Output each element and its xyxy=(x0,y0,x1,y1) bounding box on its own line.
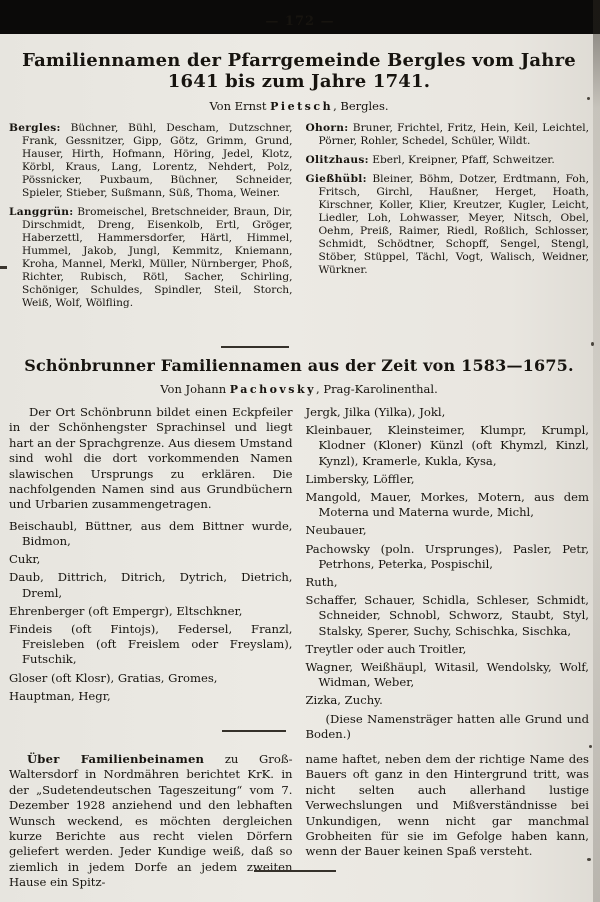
author-name: Pietsch xyxy=(270,100,334,113)
scan-edge-shade xyxy=(593,0,600,902)
article2-left-list xyxy=(9,519,293,704)
name-list-entry: Bergles: Büchner, Bühl, Descham, Dutzschner, Frank, Gessnitzer, Gipp, Götz, Grimm, Grund, Hauser, Hirth, Hofmann, Höring, Jedel, Klotz, Körbl, Kraus, Lang, Lorentz, Nehdert, Polz, Pössnicker, Puxbaum, Büchner, Schneider, Spieler, Stieber, Sußmann, Süß, Thoma, Weiner. xyxy=(9,122,293,199)
article2-right-list xyxy=(306,405,590,709)
note-left-text: Über Familienbeinamen zu Groß-Waltersdorf in Nordmähren berichtet KrK. in der „Sudetendeutschen Tageszeitung“ vom 7. Dezember 1928 anziehend und den lebhaften Wunsch weckend, es möchten dergleichen kurze Berichte aus recht vielen Dörfern geliefert werden. Jeder Kundige weiß, daß so ziemlich in jedem Dorfe an jedem zweiten Hause ein Spitz- xyxy=(9,752,293,890)
name-list-entry: Treytler oder auch Troitler, xyxy=(305,641,467,656)
place-name: Ohorn: xyxy=(305,122,349,134)
name-list-entry: Zizka, Zuchy. xyxy=(305,693,383,708)
article1-left-column xyxy=(9,122,293,316)
name-list-entry: Ruth, xyxy=(305,575,338,590)
article2-left-column xyxy=(9,405,293,707)
article2-right-column xyxy=(306,405,590,742)
name-list-entry: Pachowsky (poln. Ursprunges), Pasler, Petr, Petrhons, Peterka, Pospischil, xyxy=(305,541,589,571)
article2-title: Schönbrunner Familiennamen aus der Zeit von 1583—1675. xyxy=(24,356,574,375)
article1-right-column xyxy=(306,122,590,283)
name-list-entry: Ehrenberger (oft Empergr), Eltschkner, xyxy=(9,603,243,618)
note-lead: Über Familienbeinamen xyxy=(27,752,205,766)
place-name: Olitzhaus: xyxy=(305,154,369,166)
article1-byline: Von Ernst Pietsch, Bergles. xyxy=(209,99,389,113)
scan-speck xyxy=(589,745,592,748)
article-schoenbrunn xyxy=(9,356,589,742)
name-list-entry: Schaffer, Schauer, Schidla, Schleser, Schmidt, Schneider, Schnobl, Schworz, Staubt, Styl, Stalsky, Sperer, Suchy, Schischka, Sischka, xyxy=(305,593,589,638)
place-name: Bergles: xyxy=(9,122,61,134)
name-list-entry: Wagner, Weißhäupl, Witasil, Wendolsky, Wolf, Widman, Weber, xyxy=(305,660,589,690)
name-list-entry: Olitzhaus: Eberl, Kreipner, Pfaff, Schweitzer. xyxy=(305,154,555,166)
section-divider xyxy=(222,730,286,732)
name-list-entry: Findeis (oft Fintojs), Federsel, Franzl, Freisleben (oft Freislem oder Freyslam), Futschik, xyxy=(9,622,293,667)
place-name: Gießhübl: xyxy=(305,173,367,185)
author-name: Pachovsky xyxy=(229,383,317,396)
name-list-entry: Beischaubl, Büttner, aus dem Bittner wurde, Bidmon, xyxy=(9,518,293,549)
name-list-entry: Gießhübl: Bleiner, Böhm, Dotzer, Erdtmann, Foh, Fritsch, Girchl, Haußner, Herget, Hoath, Kirschner, Koller, Klier, Kreutzer, Kugler, Leicht, Liedler, Loh, Lohwasser, Meyer, Nitsch, Obel, Oehm, Preiß, Raimer, Riedl, Roßlich, Schlosser, Schmidt, Schödtner, Schopff, Sengel, Stengl, Stöber, Stüppel, Tächl, Vogt, Walisch, Weidner, Würkner. xyxy=(305,173,589,276)
article-bergles xyxy=(9,50,589,316)
name-list-entry: Limbersky, Löffler, xyxy=(305,471,415,486)
note-left-column xyxy=(9,752,293,891)
name-list-entry: Mangold, Mauer, Morkes, Motern, aus dem Moterna und Materna wurde, Michl, xyxy=(305,490,589,520)
name-list-entry: Cukr, xyxy=(9,552,41,567)
article2-intro: Der Ort Schönbrunn bildet einen Eckpfeiler in der Schönhengster Sprachinsel und liegt hart an der Sprachgrenze. Aus diesem Umstand sind wohl die dort vorkommenden Namen slawischen Ursprungs zu erklären. Die nachfolgenden Namen sind aus Grundbüchern und Urbarien zusammengetragen. xyxy=(9,405,293,512)
article2-closing-note: (Diese Namensträger hatten alle Grund und Boden.) xyxy=(305,711,589,741)
note-right-column xyxy=(306,752,590,860)
name-list-entry: Langgrün: Bromeischel, Bretschneider, Braun, Dir, Dirschmidt, Dreng, Eisenkolb, Ertl, Gröger, Haberzettl, Hammersdorfer, Härtl, Himmel, Hummel, Jakob, Jungl, Kemmitz, Kniemann, Kroha, Mannel, Merkl, Müller, Nürnberger, Phoß, Richter, Rubisch, Rötl, Sacher, Schirling, Schöniger, Schuldes, Spindler, Steil, Storch, Weiß, Wolf, Wölfling. xyxy=(9,206,293,309)
name-list-entry: Kleinbauer, Kleinsteimer, Klumpr, Krumpl, Klodner (Kloner) Künzl (oft Khymzl, Kinzl, Kynzl), Kramerle, Kukla, Kysa, xyxy=(305,423,589,468)
end-divider xyxy=(254,870,336,872)
scan-speck xyxy=(0,266,7,269)
note-right-text: name haftet, neben dem der richtige Name des Bauers oft ganz in den Hintergrund tritt, was nicht selten auch allerhand lustige Verwechslungen und Mißverständnisse bei Unkundigen, wenn nicht gar manchmal Grobheiten für sie im Gefolge haben kann, wenn der Bauer keinen Spaß versteht. xyxy=(305,752,589,859)
scan-speck xyxy=(591,342,594,346)
article1-title: Familiennamen der Pfarrgemeinde Bergles vom Jahre 1641 bis zum Jahre 1741. xyxy=(22,50,576,92)
article2-byline: Von Johann Pachovsky, Prag-Karolinenthal. xyxy=(160,382,438,396)
name-list-entry: Neubauer, xyxy=(305,523,367,538)
section-divider xyxy=(221,346,289,348)
name-list-entry: Daub, Dittrich, Ditrich, Dytrich, Dietrich, Dreml, xyxy=(9,570,293,600)
name-list-entry: Ohorn: Bruner, Frichtel, Fritz, Hein, Keil, Leichtel, Pörner, Rohler, Schedel, Schüler, Wildt. xyxy=(305,122,589,147)
name-list-entry: Jergk, Jilka (Yilka), Jokl, xyxy=(305,405,446,419)
name-list-entry: Gloser (oft Klosr), Gratias, Gromes, xyxy=(9,670,218,685)
page-number: — 172 — xyxy=(265,14,335,29)
place-name: Langgrün: xyxy=(9,206,74,218)
name-list-entry: Hauptman, Hegr, xyxy=(9,688,111,703)
